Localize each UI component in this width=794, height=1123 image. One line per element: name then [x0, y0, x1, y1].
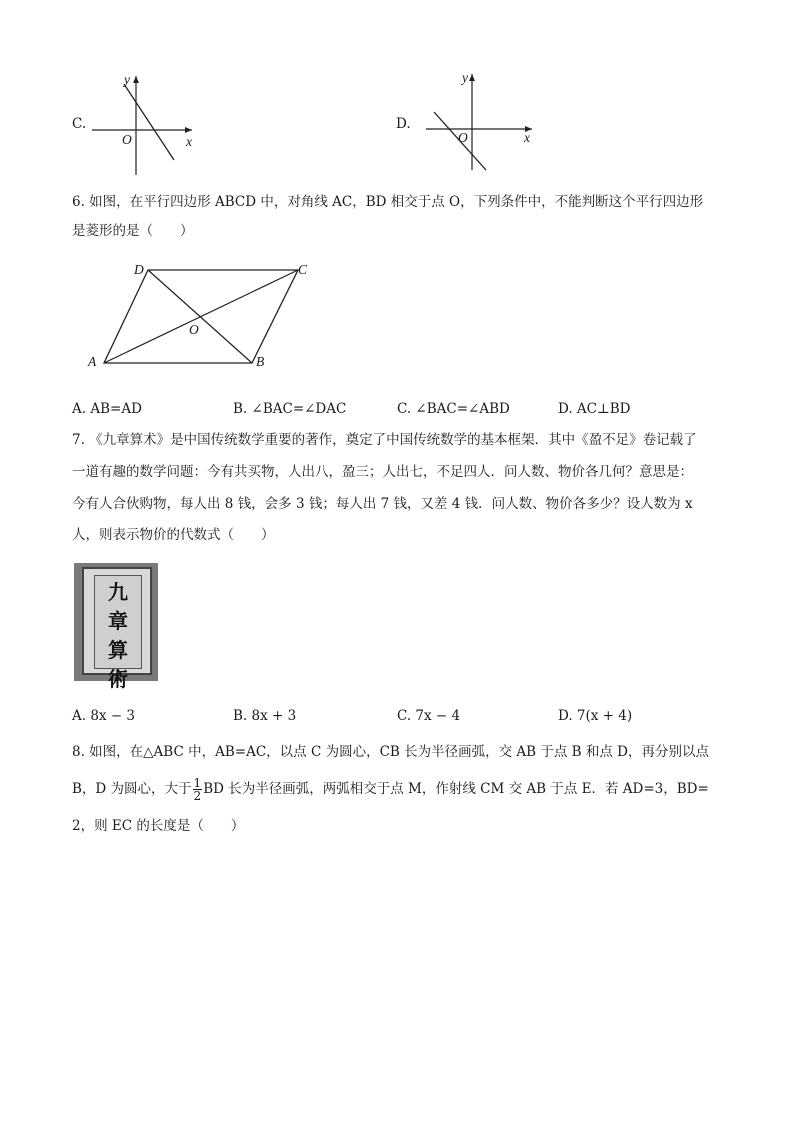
q8-text-line-3: 2，则 EC 的长度是（ ） — [72, 818, 245, 834]
q7-text-line-2: 一道有趣的数学问题：今有共买物，人出八，盈三；人出七，不足四人．问人数、物价各几何？意思是： — [72, 464, 693, 480]
q6-text-line-2: 是菱形的是（ ） — [72, 223, 194, 239]
q8-text-line-1: 8. 如图，在△ABC 中，AB=AC，以点 C 为圆心，CB 长为半径画弧，交 AB 于点 B 和点 D，再分别以点 — [72, 744, 709, 760]
parallelogram-svg — [80, 258, 320, 373]
q6-option-d[interactable]: D. AC⊥BD — [558, 401, 631, 417]
q6-option-a[interactable]: A. AB=AD — [72, 401, 142, 417]
parallelogram-figure — [80, 258, 320, 373]
q6-option-b[interactable]: B. ∠BAC=∠DAC — [233, 401, 347, 417]
option-c-origin-label: O — [122, 132, 132, 147]
option-c-x-label: x — [186, 134, 192, 149]
vertex-c-label: C — [298, 262, 308, 277]
option-d-origin-label: O — [458, 130, 468, 145]
q7-option-b[interactable]: B. 8x + 3 — [233, 708, 297, 724]
option-d-axes — [396, 70, 546, 180]
q6-text-line-1: 6. 如图，在平行四边形 ABCD 中，对角线 AC，BD 相交于点 O，下列条件中，不能判断这个平行四边形 — [72, 194, 704, 210]
option-d-label: D. — [396, 116, 411, 132]
option-d-graph — [396, 70, 546, 180]
q7-text-line-4: 人，则表示物价的代数式（ ） — [72, 527, 275, 543]
vertex-d-label: D — [134, 262, 144, 277]
q8-text-line-2 — [72, 777, 709, 802]
q7-option-d[interactable]: D. 7(x + 4) — [558, 708, 633, 724]
option-c-label: C. — [72, 116, 87, 132]
book-title-plate: 九 章 算 術 — [94, 575, 142, 669]
option-d-x-label: x — [524, 130, 530, 145]
q7-text-line-3: 今有人合伙购物，每人出 8 钱，会多 3 钱；每人出 7 钱，又差 4 钱．问人数、物价各多少？设人数为 x — [72, 496, 693, 512]
one-half-fraction: $\frac{1}{2}$ — [193, 776, 202, 803]
q6-option-c[interactable]: C. ∠BAC=∠ABD — [397, 401, 510, 417]
option-c-graph — [72, 70, 212, 180]
vertex-b-label: B — [256, 354, 265, 369]
q8-line-2-end: BD 长为半径画弧，两弧相交于点 M，作射线 CM 交 AB 于点 E．若 AD=3，BD= — [203, 781, 709, 797]
option-c-axes — [72, 70, 212, 180]
q7-option-a[interactable]: A. 8x − 3 — [72, 708, 136, 724]
jiuzhang-suanshu-book-image — [74, 563, 158, 691]
center-o-label: O — [189, 322, 199, 337]
q8-line-2-start: B，D 为圆心，大于 — [72, 781, 192, 797]
q7-option-c[interactable]: C. 7x − 4 — [397, 708, 461, 724]
q7-text-line-1: 7. 《九章算术》是中国传统数学重要的著作，奠定了中国传统数学的基本框架．其中《盈不足》卷记载了 — [72, 432, 697, 448]
vertex-a-label: A — [88, 354, 97, 369]
option-d-y-label: y — [462, 70, 468, 85]
option-c-y-label: y — [124, 72, 130, 87]
